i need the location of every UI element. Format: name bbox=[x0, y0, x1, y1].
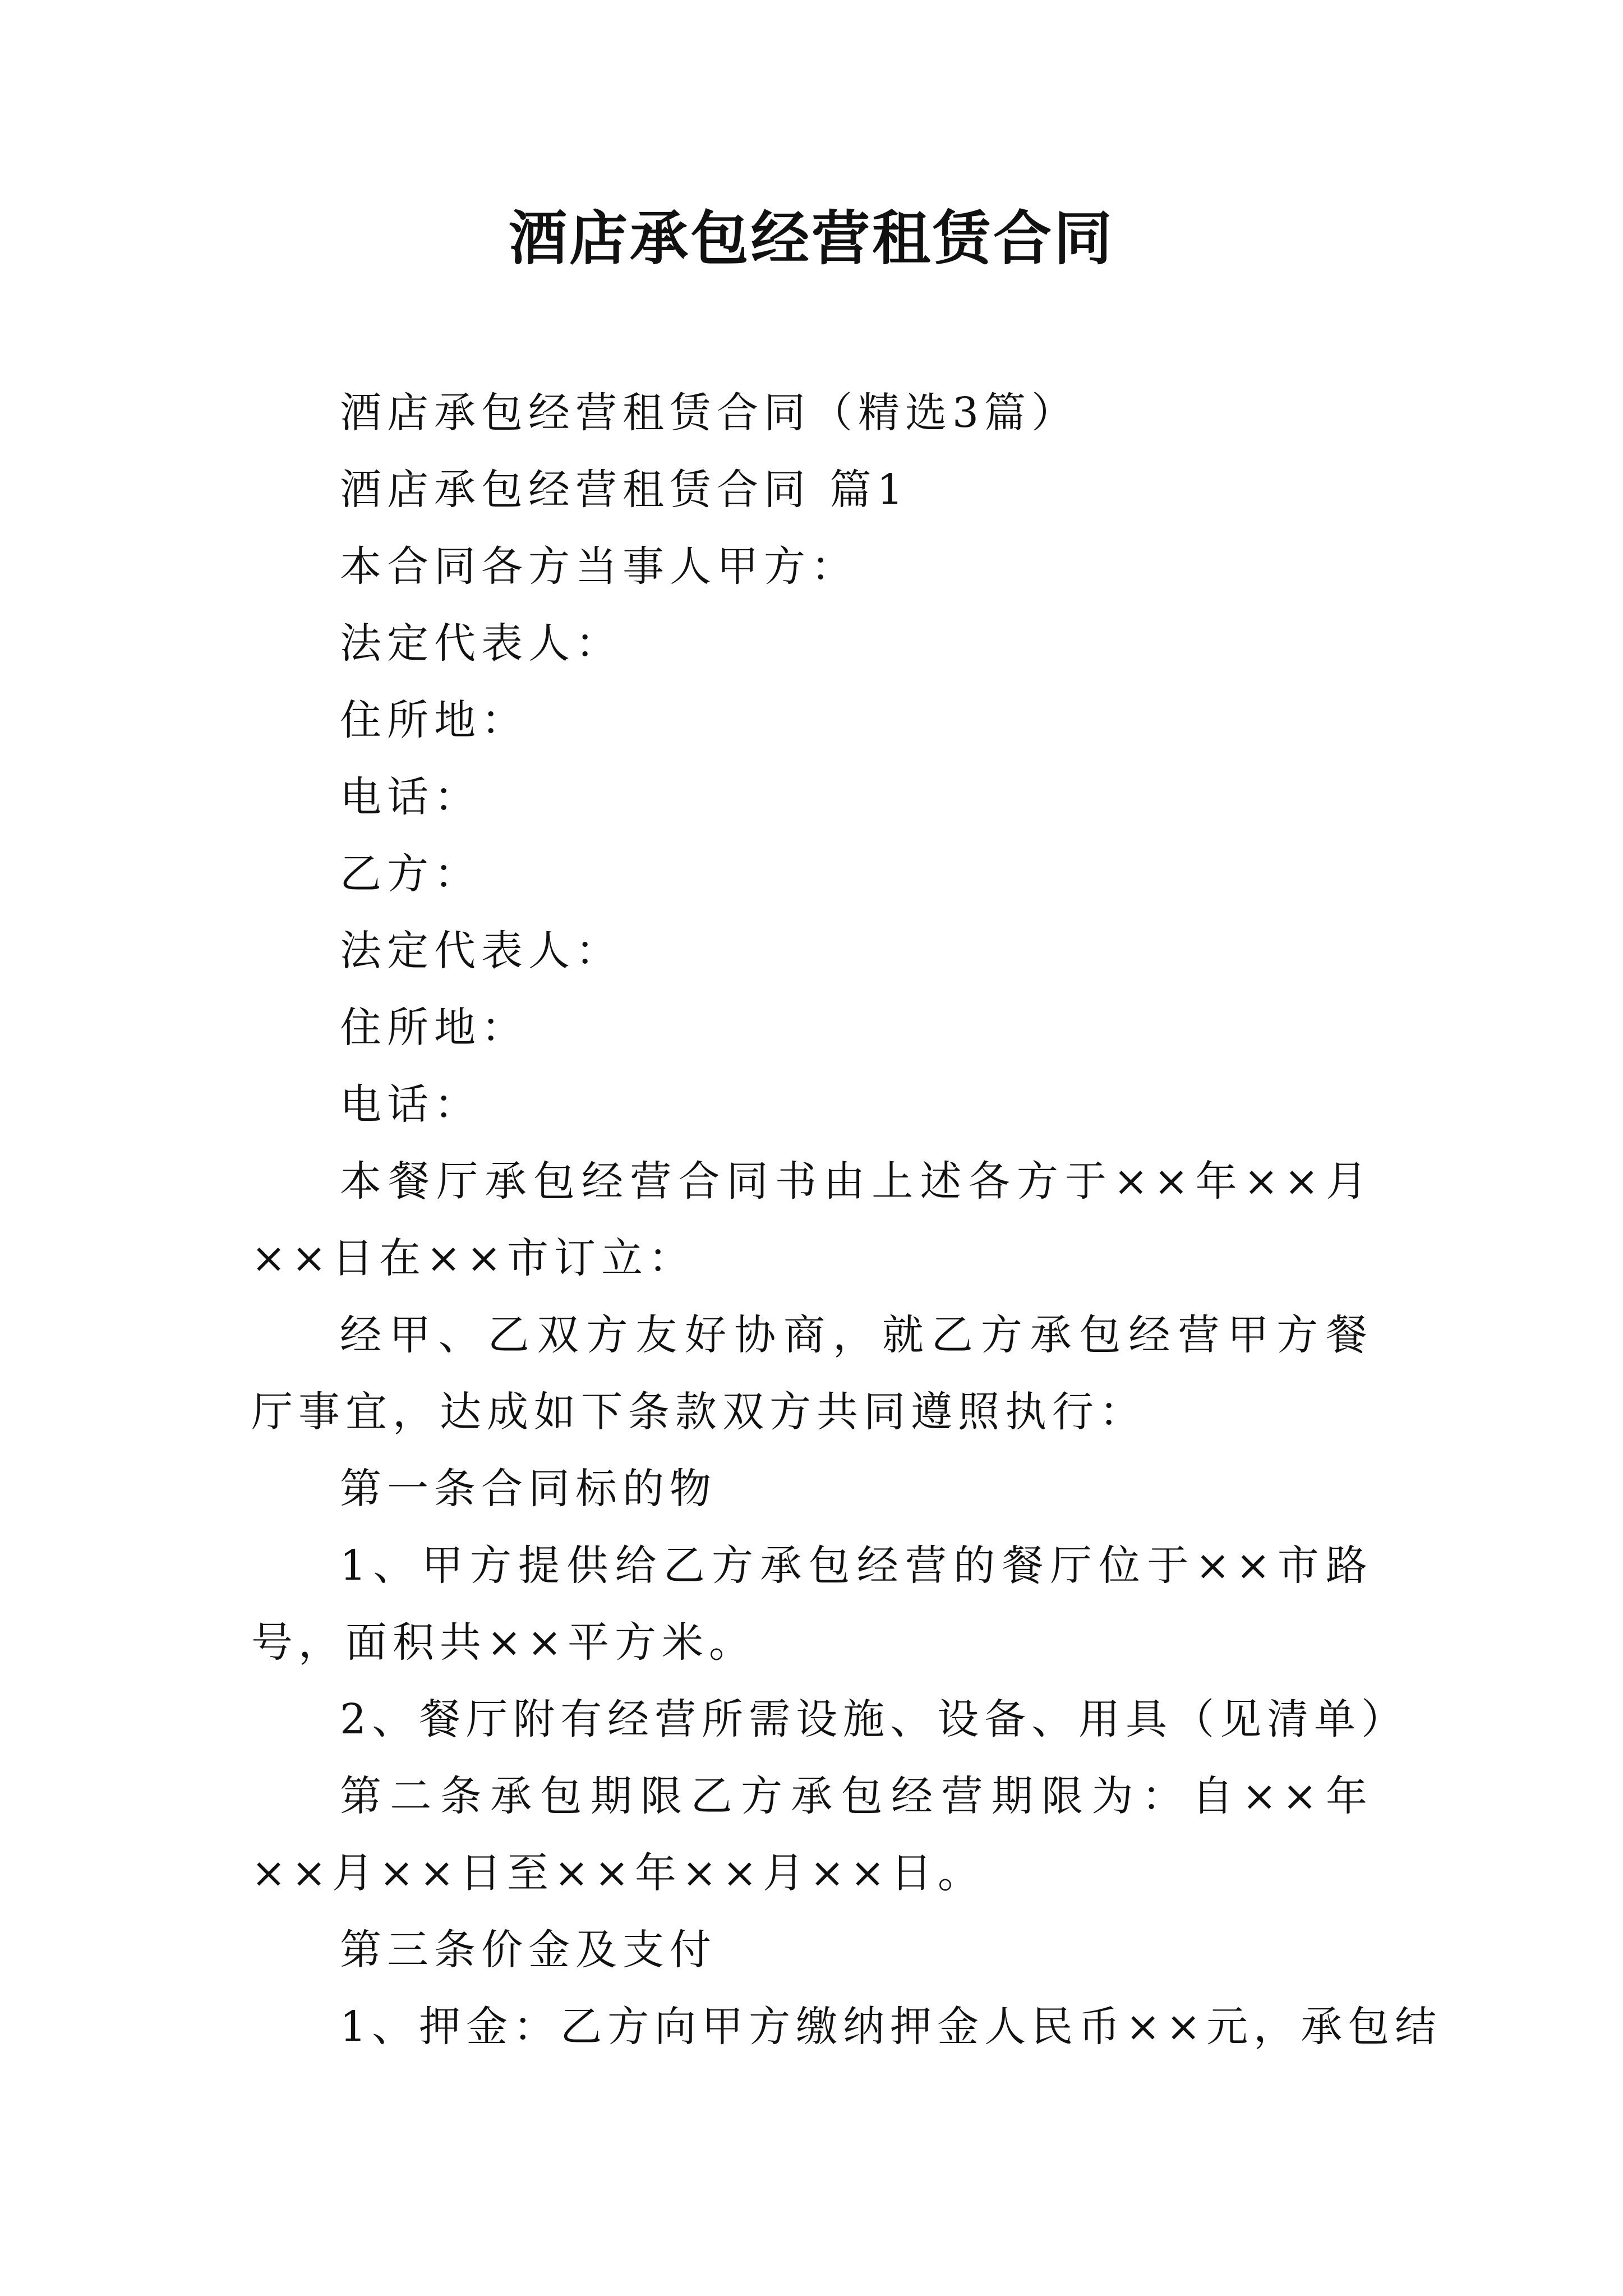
contract-signing-paragraph: 本餐厅承包经营合同书由上述各方于××年××月××日在××市订立： bbox=[251, 1157, 1373, 1282]
party-a-representative-line: 法定代表人： bbox=[340, 619, 623, 668]
party-a-address-line: 住所地： bbox=[340, 696, 528, 744]
section-heading: 酒店承包经营租赁合同 篇1 bbox=[340, 466, 909, 514]
party-b-line: 乙方： bbox=[340, 850, 481, 898]
party-a-line: 本合同各方当事人甲方： bbox=[340, 542, 858, 591]
article-3-item-1: 1、押金：乙方向甲方缴纳押金人民币××元，承包结 bbox=[340, 2003, 1442, 2051]
party-b-representative-line: 法定代表人： bbox=[340, 927, 623, 975]
article-1-heading: 第一条合同标的物 bbox=[340, 1465, 717, 1513]
party-a-phone-line: 电话： bbox=[340, 773, 481, 821]
subtitle-paragraph: 酒店承包经营租赁合同（精选3篇） bbox=[340, 389, 1079, 437]
article-2-paragraph: 第二条承包期限乙方承包经营期限为：自××年××月××日至××年××月××日。 bbox=[251, 1772, 1373, 1897]
article-1-item-1: 1、甲方提供给乙方承包经营的餐厅位于××市路号，面积共××平方米。 bbox=[251, 1542, 1373, 1667]
document-title: 酒店承包经营租赁合同 bbox=[508, 204, 1114, 273]
document-body bbox=[251, 375, 1442, 2065]
party-b-address-line: 住所地： bbox=[340, 1004, 528, 1052]
agreement-paragraph: 经甲、乙双方友好协商，就乙方承包经营甲方餐厅事宜，达成如下条款双方共同遵照执行： bbox=[251, 1311, 1373, 1436]
party-b-phone-line: 电话： bbox=[340, 1080, 481, 1129]
article-1-item-2: 2、餐厅附有经营所需设施、设备、用具（见清单） bbox=[340, 1695, 1409, 1743]
article-3-heading: 第三条价金及支付 bbox=[340, 1926, 717, 1974]
